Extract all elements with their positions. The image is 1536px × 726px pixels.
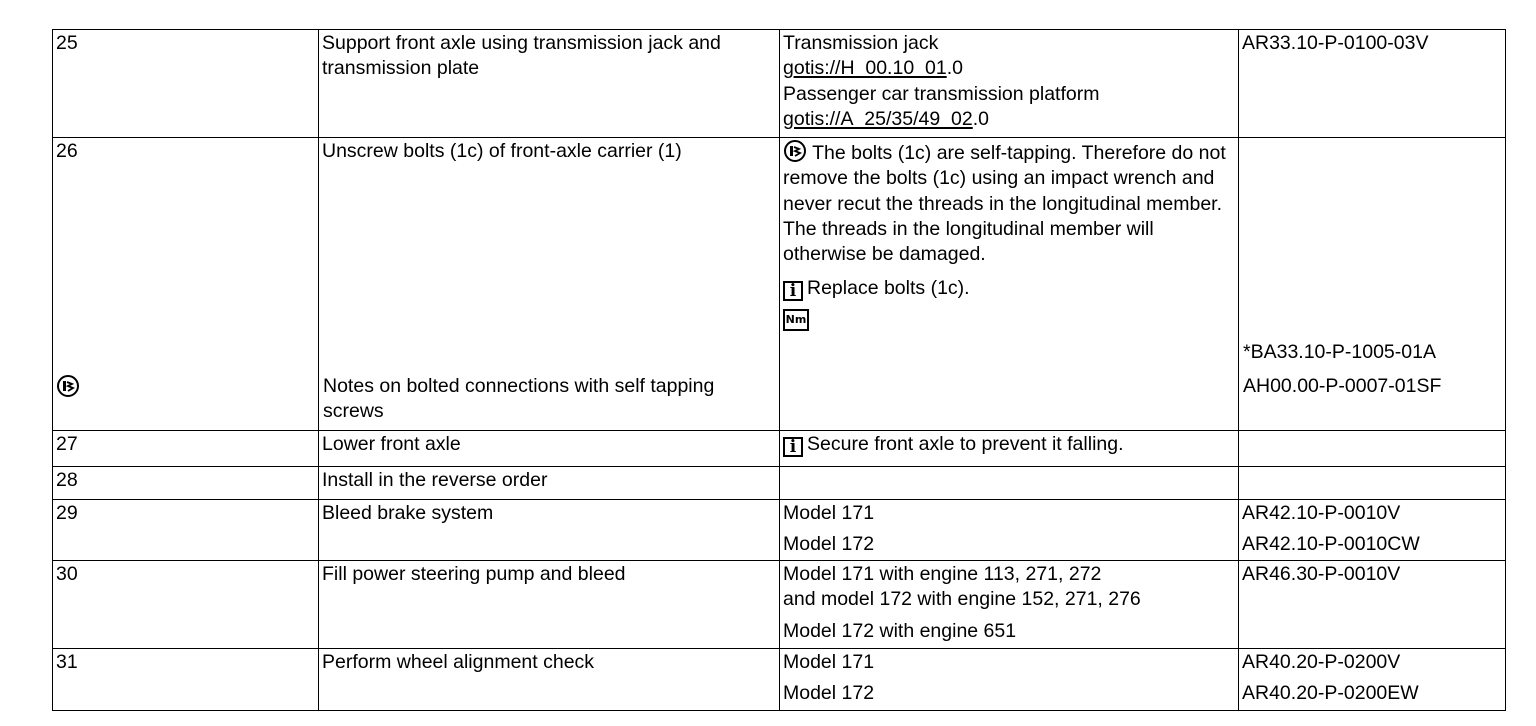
- step-number: 25: [53, 30, 319, 138]
- info-note: [783, 276, 1235, 301]
- step-number: 31: [53, 649, 319, 711]
- table-row: [53, 30, 1506, 138]
- step-number: 30: [53, 561, 319, 649]
- reference-link[interactable]: AR40.20-P-0200V: [1242, 651, 1401, 673]
- info-text: Secure front axle to prevent it falling.: [807, 433, 1124, 455]
- tool-link[interactable]: gotis://H_00.10_01.0: [783, 57, 963, 80]
- step-number: 27: [53, 431, 319, 467]
- bolt-warning-icon: [56, 374, 80, 401]
- notes-cell: [780, 431, 1239, 467]
- model-label: and model 172 with engine 152, 271, 276: [783, 588, 1141, 611]
- tools-cell: [780, 30, 1239, 138]
- table-row: [53, 500, 1506, 561]
- notes-cell: [780, 467, 1239, 500]
- model-label: Model 171: [783, 502, 875, 524]
- torque-note: [783, 307, 1235, 332]
- tool-name: Passenger car transmission platform: [783, 82, 1100, 105]
- models-cell: [780, 649, 1239, 711]
- model-label: Model 172: [783, 533, 875, 556]
- reference-cell: [1239, 431, 1506, 467]
- note-reference[interactable]: AH00.00-P-0007-01SF: [1243, 375, 1442, 397]
- reference-link[interactable]: AR42.10-P-0010V: [1242, 502, 1401, 524]
- tool-link[interactable]: gotis://A_25/35/49_02.0: [783, 108, 990, 131]
- warning-note: [783, 139, 1228, 268]
- step-action: Perform wheel alignment check: [319, 649, 780, 711]
- step-action: Install in the reverse order: [319, 467, 780, 500]
- info-icon: i: [783, 281, 803, 301]
- notes-cell: [780, 138, 1239, 431]
- step-action: Unscrew bolts (1c) of front-axle carrier (1): [322, 140, 682, 162]
- tool-name: Transmission jack: [783, 32, 939, 54]
- reference-link[interactable]: AR40.20-P-0200EW: [1242, 682, 1419, 705]
- table-row: [53, 467, 1506, 500]
- step-number: 26: [56, 140, 78, 162]
- table-row: [53, 561, 1506, 649]
- step-action: Bleed brake system: [319, 500, 780, 561]
- reference-cell: [1239, 467, 1506, 500]
- step-action: Lower front axle: [319, 431, 780, 467]
- step-cell: [53, 138, 319, 431]
- step-action-cell: [319, 138, 780, 431]
- note-action: Notes on bolted connections with self tapping screws: [323, 375, 715, 423]
- reference-link[interactable]: AR46.30-P-0010V: [1239, 561, 1506, 649]
- reference-cell: [1239, 500, 1506, 561]
- bolt-warning-icon: [783, 139, 807, 163]
- model-label: Model 172 with engine 651: [783, 619, 1017, 642]
- info-text: Replace bolts (1c).: [807, 276, 970, 299]
- step-number: 28: [53, 467, 319, 500]
- models-cell: [780, 500, 1239, 561]
- reference-link[interactable]: AR33.10-P-0100-03V: [1239, 30, 1506, 138]
- torque-nm-icon: Nm: [783, 309, 809, 331]
- warning-text: The bolts (1c) are self-tapping. Therefore do not remove the bolts (1c) using an impact wrench and never recut the threads in the longitudinal member. The threads in the longitudinal member will otherwise be damaged.: [783, 142, 1226, 266]
- step-number: 29: [53, 500, 319, 561]
- model-label: Model 172: [783, 682, 875, 705]
- procedure-table: [52, 29, 1506, 711]
- step-action: Fill power steering pump and bleed: [319, 561, 780, 649]
- table-row: [53, 649, 1506, 711]
- info-icon: i: [783, 437, 803, 457]
- model-label: Model 171 with engine 113, 271, 272: [783, 563, 1102, 585]
- model-label: Model 171: [783, 651, 875, 673]
- torque-reference[interactable]: *BA33.10-P-1005-01A: [1243, 341, 1436, 363]
- models-cell: [780, 561, 1239, 649]
- reference-cell: [1239, 649, 1506, 711]
- reference-cell: [1239, 138, 1506, 431]
- table-row: [53, 138, 1506, 431]
- table-row: [53, 431, 1506, 467]
- reference-link[interactable]: AR42.10-P-0010CW: [1242, 533, 1420, 556]
- step-action: Support front axle using transmission jack and transmission plate: [319, 30, 780, 138]
